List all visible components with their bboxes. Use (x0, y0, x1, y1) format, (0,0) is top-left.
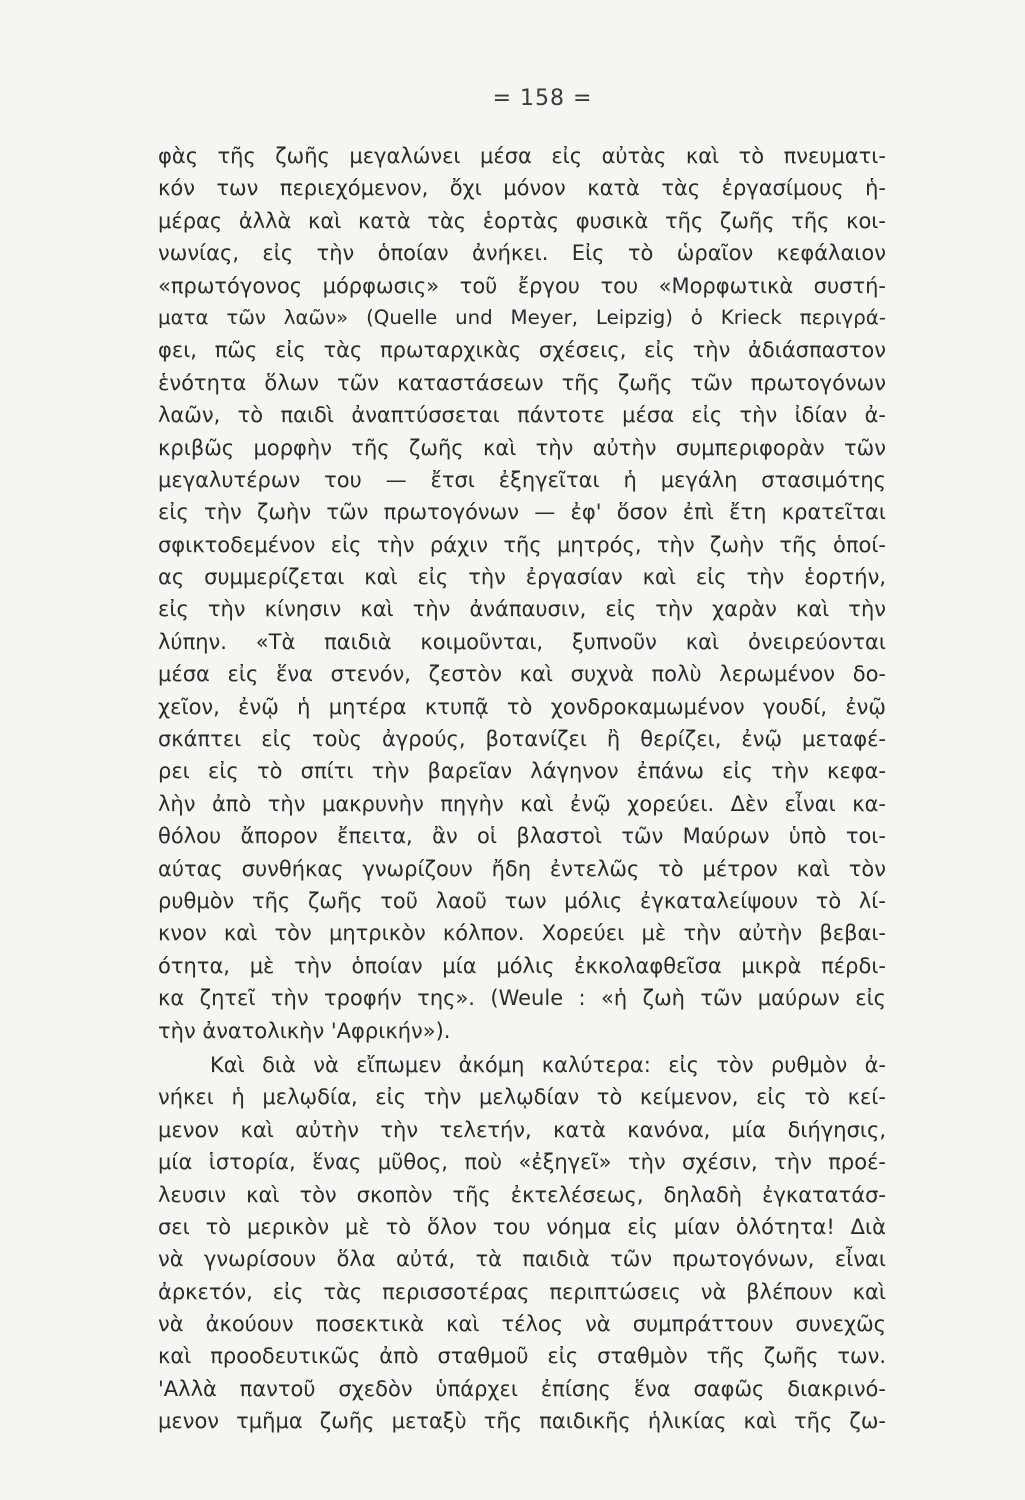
text-line: εἰς τὴν κίνησιν καὶ τὴν ἀνάπαυσιν, εἰς τὴν χαρὰν καὶ τὴν (158, 597, 886, 622)
text-line: μενον καὶ αὐτὴν τὴν τελετήν, κατὰ κανόνα, μία διήγησις, (158, 1117, 886, 1142)
text-line: ἀρκετόν, εἰς τὰς περισσοτέρας περιπτώσεις νὰ βλέπουν καὶ (158, 1279, 886, 1304)
text-line: λαῶν, τὸ παιδὶ ἀναπτύσσεται πάντοτε μέσα εἰς τὴν ἰδίαν ἀ- (158, 403, 886, 428)
text-line: Καὶ διὰ νὰ εἴπωμεν ἀκόμη καλύτερα: εἰς τὸν ρυθμὸν ἀ- (210, 1052, 886, 1077)
text-line: σει τὸ μερικὸν μὲ τὸ ὅλον του νόημα εἰς μίαν ὁλότητα! Διὰ (158, 1214, 886, 1239)
text-line: μεγαλυτέρων του — ἔτσι ἐξηγεῖται ἡ μεγάλη στασιμότης (158, 467, 886, 492)
text-line: ρει εἰς τὸ σπίτι τὴν βαρεῖαν λάγηνον ἐπάνω εἰς τὴν κεφα- (158, 759, 886, 784)
text-line: σφικτοδεμένον εἰς τὴν ράχιν τῆς μητρός, τὴν ζωὴν τῆς ὁποί- (158, 532, 886, 557)
text-line: κνον καὶ τὸν μητρικὸν κόλπον. Χορεύει μὲ τὴν αὐτὴν βεβαι- (158, 921, 886, 946)
text-line: κόν των περιεχόμενον, ὄχι μόνον κατὰ τὰς ἐργασίμους ἡ- (158, 176, 886, 201)
text-line: εἰς τὴν ζωὴν τῶν πρωτογόνων — ἐφ' ὅσον ἐπὶ ἔτη κρατεῖται (158, 500, 886, 525)
text-line: μέσα εἰς ἕνα στενόν, ζεστὸν καὶ συχνὰ πολὺ λερωμένον δο- (158, 662, 886, 687)
text-line: νωνίας, εἰς τὴν ὁποίαν ἀνήκει. Εἰς τὸ ὡραῖον κεφάλαιον (158, 241, 886, 266)
text-line: 'Αλλὰ παντοῦ σχεδὸν ὑπάρχει ἐπίσης ἕνα σαφῶς διακρινό- (158, 1376, 886, 1401)
text-line: νὰ γνωρίσουν ὅλα αὐτά, τὰ παιδιὰ τῶν πρωτογόνων, εἶναι (158, 1247, 886, 1272)
text-line: ρυθμὸν τῆς ζωῆς τοῦ λαοῦ των μόλις ἐγκαταλείψουν τὸ λί- (158, 888, 886, 913)
text-line: ας συμμερίζεται καὶ εἰς τὴν ἐργασίαν καὶ εἰς τὴν ἑορτήν, (158, 565, 886, 590)
text-line: ότητα, μὲ τὴν ὁποίαν μία μόλις ἐκκολαφθεῖσα μικρὰ πέρδι- (158, 953, 886, 978)
text-line: φει, πῶς εἰς τὰς πρωταρχικὰς σχέσεις, εἰς τὴν ἀδιάσπαστον (158, 338, 886, 363)
text-line: ματα τῶν λαῶν» (Quelle und Meyer, Leipzig) ὁ Krieck περιγρά- (158, 305, 886, 329)
text-line: «πρωτόγονος μόρφωσις» τοῦ ἔργου του «Μορφωτικὰ συστή- (158, 273, 886, 298)
text-line: θόλου ἄπορον ἔπειτα, ἂν οἱ βλαστοὶ τῶν Μαύρων ὑπὸ τοι- (158, 824, 886, 849)
text-line: σκάπτει εἰς τοὺς ἀγρούς, βοτανίζει ἢ θερίζει, ἐνῷ μεταφέ- (158, 727, 886, 752)
text-line: λύπην. «Τὰ παιδιὰ κοιμοῦνται, ξυπνοῦν καὶ ὀνειρεύονται (158, 629, 886, 654)
text-line: λευσιν καὶ τὸν σκοπὸν τῆς ἐκτελέσεως, δηλαδὴ ἐγκατατάσ- (158, 1182, 886, 1207)
text-line: νὰ ἀκούουν ποσεκτικὰ καὶ τέλος νὰ συμπράττουν συνεχῶς (158, 1312, 886, 1337)
text-line: κριβῶς μορφὴν τῆς ζωῆς καὶ τὴν αὐτὴν συμπεριφορὰν τῶν (158, 435, 886, 460)
body-text (158, 140, 886, 1438)
text-line: λὴν ἀπὸ τὴν μακρυνὴν πηγὴν καὶ ἐνῷ χορεύει. Δὲν εἶναι κα- (158, 791, 886, 816)
text-line: χεῖον, ἐνῷ ἡ μητέρα κτυπᾷ τὸ χονδροκαμωμένον γουδί, ἐνῷ (158, 694, 886, 719)
text-line: αύτας συνθήκας γνωρίζουν ἤδη ἐντελῶς τὸ μέτρον καὶ τὸν (158, 856, 886, 881)
text-line: φὰς τῆς ζωῆς μεγαλώνει μέσα εἰς αὐτὰς καὶ τὸ πνευματι- (158, 144, 886, 168)
text-line: ἑνότητα ὅλων τῶν καταστάσεων τῆς ζωῆς τῶν πρωτογόνων (158, 370, 886, 395)
text-line: τὴν ἀνατολικὴν 'Αφρικήν»). (158, 1018, 451, 1043)
text-line: μενον τμῆμα ζωῆς μεταξὺ τῆς παιδικῆς ἡλικίας καὶ τῆς ζω- (158, 1409, 886, 1434)
text-line: κα ζητεῖ τὴν τροφήν της». (Weule : «ἡ ζωὴ τῶν μαύρων εἰς (158, 986, 886, 1011)
text-line: μία ἱστορία, ἕνας μῦθος, ποὺ «ἐξηγεῖ» τὴν σχέσιν, τὴν προέ- (158, 1150, 886, 1175)
text-line: μέρας ἀλλὰ καὶ κατὰ τὰς ἑορτὰς φυσικὰ τῆς ζωῆς τῆς κοι- (158, 208, 886, 233)
page-number: = 158 = (492, 86, 593, 111)
text-line: νήκει ἡ μελῳδία, εἰς τὴν μελῳδίαν τὸ κείμενον, εἰς τὸ κεί- (158, 1085, 886, 1110)
text-line: καὶ προοδευτικῶς ἀπὸ σταθμοῦ εἰς σταθμὸν τῆς ζωῆς των. (158, 1344, 886, 1369)
